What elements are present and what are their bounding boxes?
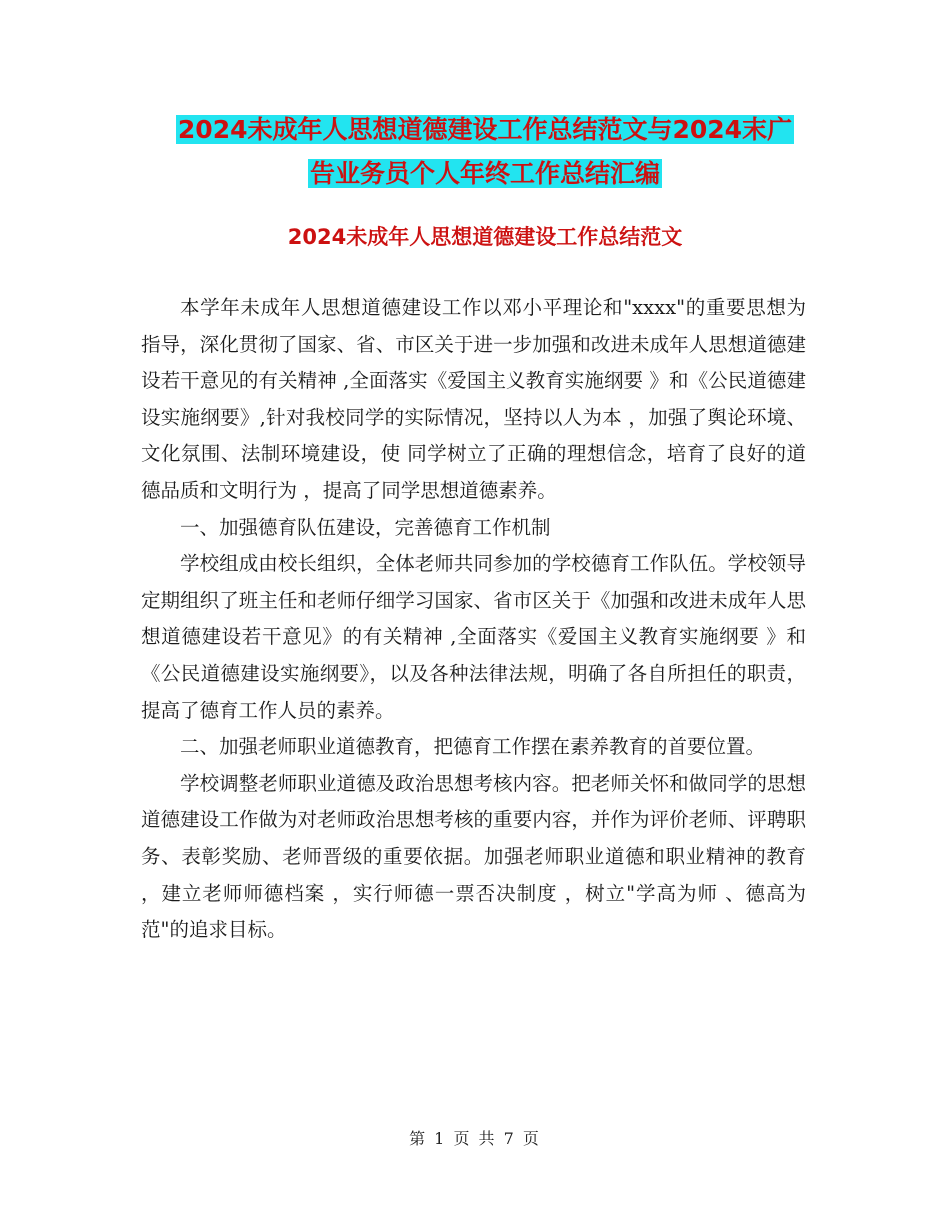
paragraph-part-2: 学校调整老师职业道德及政治思想考核内容。把老师关怀和做同学的思想道德建设工作做为对老师政治思想考核的重要内容，并作为评价老师、评聘职务、表彰奖励、老师晋级的重要依据。加强老师职业道德和职业精神的教育 ，建立老师师德档案 ，实行师德一票否决制度 ，树立"学高为师 、德高为范"的追求目标。 xyxy=(141,771,806,942)
section-title: 2024未成年人思想道德建设工作总结范文 xyxy=(287,225,683,249)
paragraph-intro: 本学年未成年人思想道德建设工作以邓小平理论和"xxxx"的重要思想为指导，深化贯彻了国家、省、市区关于进一步加强和改进未成年人思想道德建设若干意见的有关精神 ,全面落实《爱国主义教育实施纲要 》和《公民道德建设实施纲要》,针对我校同学的实际情况，坚持以人为本 ，加强了舆论环境、文化氛围、法制环境建设，使 同学树立了正确的理想信念，培育了良好的道德品质和文明行为 ，提高了同学思想道德素养。 xyxy=(141,296,806,502)
paragraph-part-1: 学校组成由校长组织，全体老师共同参加的学校德育工作队伍。学校领导定期组织了班主任和老师仔细学习国家、省市区关于《加强和改进未成年人思想道德建设若干意见》的有关精神 ,全面落实《爱国主义教育实施纲要 》和《公民道德建设实施纲要》，以及各种法律法规，明确了各自所担任的职责，提高了德育工作人员的素养。 xyxy=(141,552,806,722)
document-title-line-1: 2024未成年人思想道德建设工作总结范文与2024末广 xyxy=(177,115,793,144)
document-title-line-2: 告业务员个人年终工作总结汇编 xyxy=(309,159,660,188)
page-footer: 第 1 页 共 7 页 xyxy=(409,1129,541,1148)
heading-part-2: 二、加强老师职业道德教育，把德育工作摆在素养教育的首要位置。 xyxy=(180,735,766,759)
heading-part-1: 一、加强德育队伍建设，完善德育工作机制 xyxy=(180,515,551,539)
document-title xyxy=(140,108,830,196)
document-body xyxy=(141,290,806,949)
